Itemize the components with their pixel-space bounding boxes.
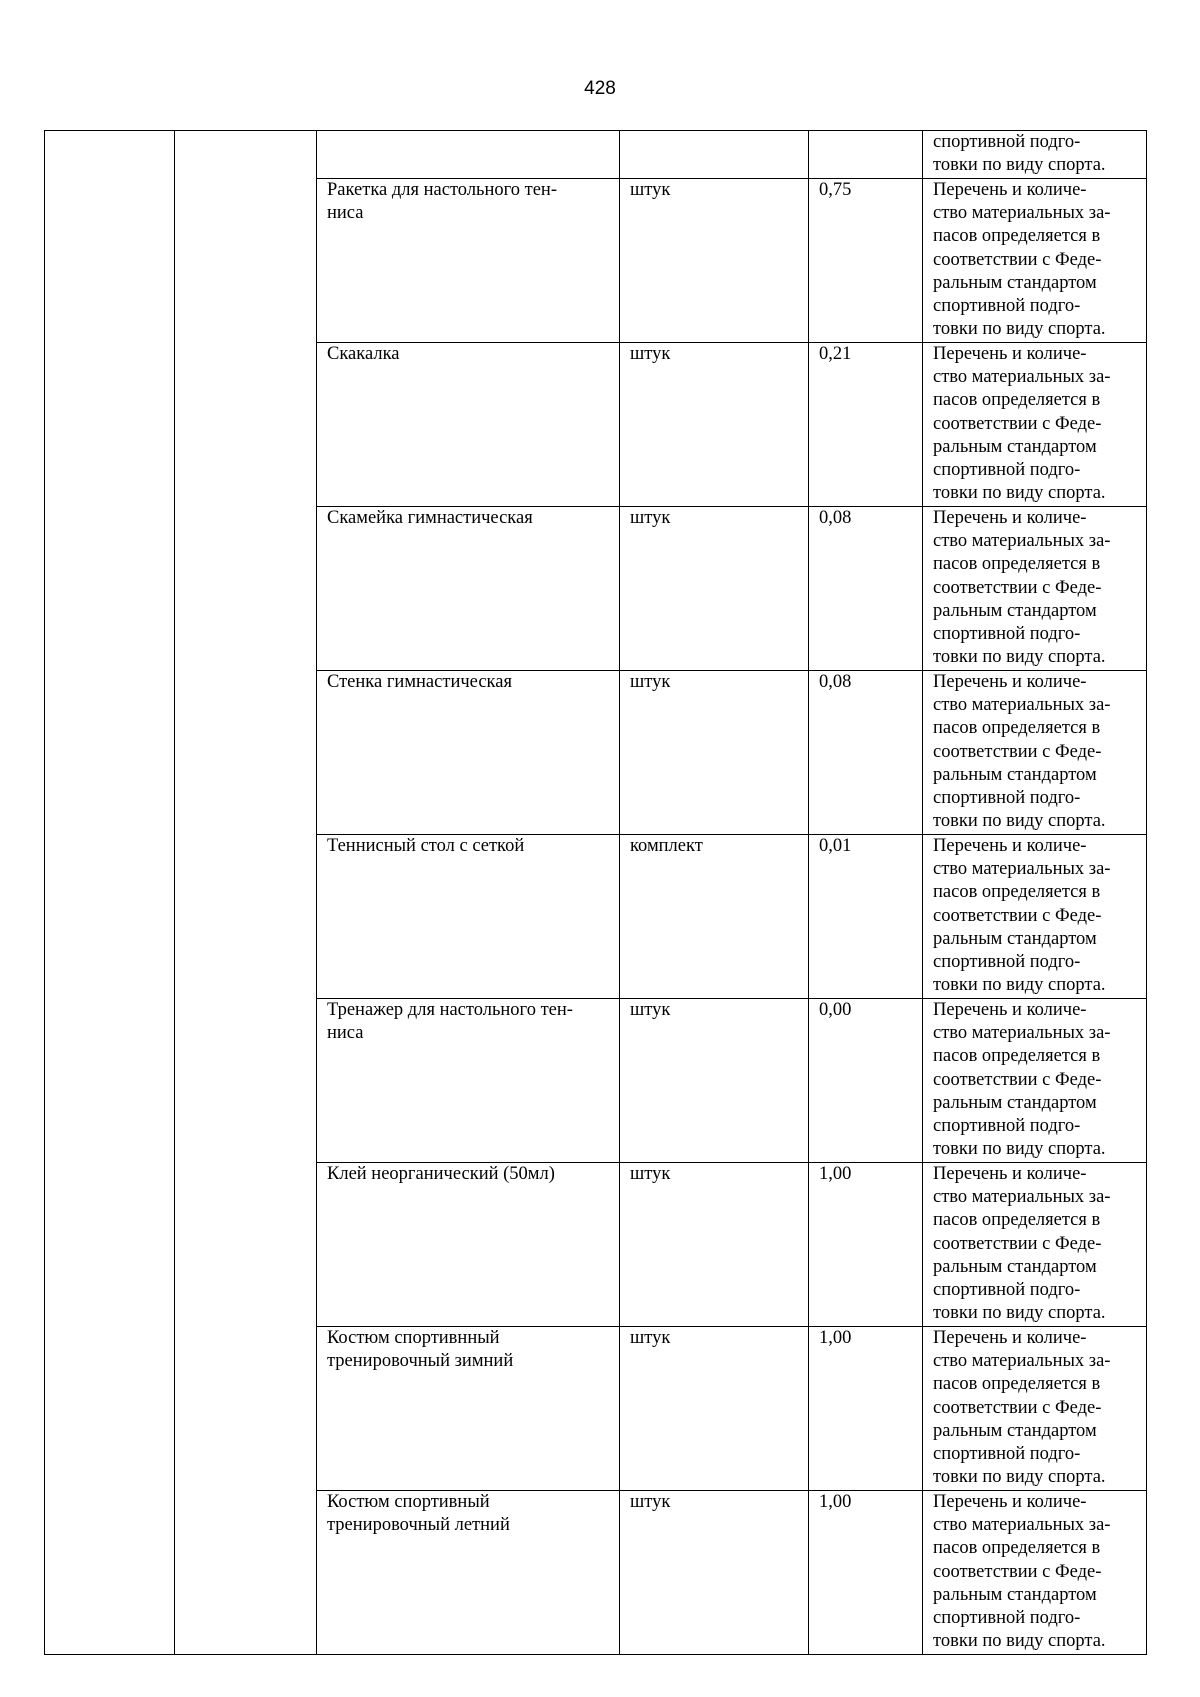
note-line: соответствии с Феде- (933, 577, 1102, 598)
note-cell (923, 835, 1147, 999)
note-line: пасов определяется в (933, 1210, 1101, 1231)
quantity-cell: 1,00 (809, 1491, 923, 1655)
unit-cell: штук (620, 1327, 809, 1491)
note-line: товки по виду спорта. (933, 1467, 1106, 1488)
note-line: ство материальных за- (933, 531, 1111, 552)
note-line: ство материальных за- (933, 1023, 1111, 1044)
note-line: Перечень и количе- (933, 1000, 1087, 1020)
table-row-continuation (45, 131, 1147, 179)
note-cell (923, 1491, 1147, 1655)
note-line: ство материальных за- (933, 1351, 1111, 1372)
unit-cell (620, 131, 809, 179)
item-name-cell (317, 131, 620, 179)
note-line: товки по виду спорта. (933, 319, 1106, 340)
note-line: пасов определяется в (933, 882, 1101, 903)
note-line: ство материальных за- (933, 367, 1111, 388)
note-line: спортивной подго- (933, 460, 1081, 481)
merged-cell-column-2 (175, 131, 317, 1655)
note-line: соответствии с Феде- (933, 1561, 1102, 1582)
item-name-line: тренировочный летний (327, 1515, 510, 1536)
note-line: пасов определяется в (933, 226, 1101, 247)
note-line: товки по виду спорта. (933, 155, 1106, 176)
note-cell (923, 1163, 1147, 1327)
note-line: ство материальных за- (933, 859, 1111, 880)
quantity-cell (809, 131, 923, 179)
quantity-cell: 0,01 (809, 835, 923, 999)
note-line: ство материальных за- (933, 203, 1111, 224)
note-cell (923, 179, 1147, 343)
item-name-cell (317, 999, 620, 1163)
note-line: пасов определяется в (933, 718, 1101, 739)
item-name-line: Скамейка гимнастическая (327, 508, 533, 528)
unit-cell: штук (620, 999, 809, 1163)
item-name-cell (317, 179, 620, 343)
note-line: Перечень и количе- (933, 672, 1087, 692)
note-line: ство материальных за- (933, 1187, 1111, 1208)
note-line: спортивной подго- (933, 1444, 1081, 1465)
note-line: Перечень и количе- (933, 180, 1087, 200)
page-number: 428 (584, 78, 616, 99)
note-line: соответствии с Феде- (933, 905, 1102, 926)
item-name-cell (317, 1491, 620, 1655)
quantity-cell: 1,00 (809, 1163, 923, 1327)
note-cell (923, 999, 1147, 1163)
item-name-line: Скакалка (327, 344, 400, 364)
unit-cell: штук (620, 507, 809, 671)
item-name-cell (317, 1327, 620, 1491)
note-line: ральным стандартом (933, 928, 1097, 949)
item-name-line: ниса (327, 1023, 364, 1044)
note-line: ральным стандартом (933, 1584, 1097, 1605)
unit-cell: комплект (620, 835, 809, 999)
note-line: пасов определяется в (933, 1538, 1101, 1559)
note-cell (923, 343, 1147, 507)
item-name-cell (317, 671, 620, 835)
quantity-cell: 1,00 (809, 1327, 923, 1491)
unit-cell: штук (620, 179, 809, 343)
note-line: товки по виду спорта. (933, 1303, 1106, 1324)
note-cell (923, 671, 1147, 835)
note-line: ральным стандартом (933, 1092, 1097, 1113)
note-line: ральным стандартом (933, 272, 1097, 293)
quantity-cell: 0,00 (809, 999, 923, 1163)
note-line: соответствии с Феде- (933, 249, 1102, 270)
unit-cell: штук (620, 1491, 809, 1655)
item-name-line: Костюм спортивнный (327, 1328, 500, 1348)
note-line: спортивной подго- (933, 1280, 1081, 1301)
quantity-cell: 0,21 (809, 343, 923, 507)
item-name-line: Костюм спортивный (327, 1492, 490, 1512)
note-line: спортивной подго- (933, 788, 1081, 809)
note-line: соответствии с Феде- (933, 413, 1102, 434)
note-cell (923, 1327, 1147, 1491)
note-line: пасов определяется в (933, 390, 1101, 411)
note-line: ство материальных за- (933, 695, 1111, 716)
item-name-line: Стенка гимнастическая (327, 672, 512, 692)
note-cell (923, 507, 1147, 671)
note-line: соответствии с Феде- (933, 741, 1102, 762)
note-line: Перечень и количе- (933, 1328, 1087, 1348)
note-line: ральным стандартом (933, 436, 1097, 457)
quantity-cell: 0,08 (809, 671, 923, 835)
note-line: ральным стандартом (933, 1420, 1097, 1441)
note-line: ральным стандартом (933, 1256, 1097, 1277)
materials-table (44, 130, 1147, 1655)
note-line: спортивной подго- (933, 1116, 1081, 1137)
note-line: пасов определяется в (933, 1046, 1101, 1067)
note-line: ральным стандартом (933, 764, 1097, 785)
note-line: Перечень и количе- (933, 344, 1087, 364)
item-name-line: тренировочный зимний (327, 1351, 514, 1372)
note-line: пасов определяется в (933, 554, 1101, 575)
item-name-cell (317, 343, 620, 507)
item-name-cell (317, 835, 620, 999)
note-line: товки по виду спорта. (933, 811, 1106, 832)
note-line: Перечень и количе- (933, 508, 1087, 528)
item-name-line: ниса (327, 203, 364, 224)
item-name-line: Клей неорганический (50мл) (327, 1164, 555, 1184)
unit-cell: штук (620, 343, 809, 507)
merged-cell-column-1 (45, 131, 175, 1655)
note-line: спортивной подго- (933, 624, 1081, 645)
quantity-cell: 0,08 (809, 507, 923, 671)
note-line: спортивной подго- (933, 952, 1081, 973)
note-line: соответствии с Феде- (933, 1233, 1102, 1254)
item-name-line: Теннисный стол с сеткой (327, 836, 525, 856)
unit-cell: штук (620, 1163, 809, 1327)
item-name-line: Тренажер для настольного тен- (327, 1000, 573, 1020)
note-line: Перечень и количе- (933, 1164, 1087, 1184)
unit-cell: штук (620, 671, 809, 835)
note-line: соответствии с Феде- (933, 1069, 1102, 1090)
quantity-cell: 0,75 (809, 179, 923, 343)
note-line: товки по виду спорта. (933, 975, 1106, 996)
note-line: Перечень и количе- (933, 836, 1087, 856)
note-line: Перечень и количе- (933, 1492, 1087, 1512)
item-name-line: Ракетка для настольного тен- (327, 180, 557, 200)
note-line: спортивной подго- (933, 296, 1081, 317)
note-line: товки по виду спорта. (933, 483, 1106, 504)
note-line: спортивной подго- (933, 132, 1081, 152)
note-line: соответствии с Феде- (933, 1397, 1102, 1418)
note-cell (923, 131, 1147, 179)
note-line: товки по виду спорта. (933, 1631, 1106, 1652)
note-line: ство материальных за- (933, 1515, 1111, 1536)
note-line: товки по виду спорта. (933, 647, 1106, 668)
item-name-cell (317, 507, 620, 671)
note-line: ральным стандартом (933, 600, 1097, 621)
note-line: товки по виду спорта. (933, 1139, 1106, 1160)
note-line: пасов определяется в (933, 1374, 1101, 1395)
item-name-cell (317, 1163, 620, 1327)
note-line: спортивной подго- (933, 1608, 1081, 1629)
